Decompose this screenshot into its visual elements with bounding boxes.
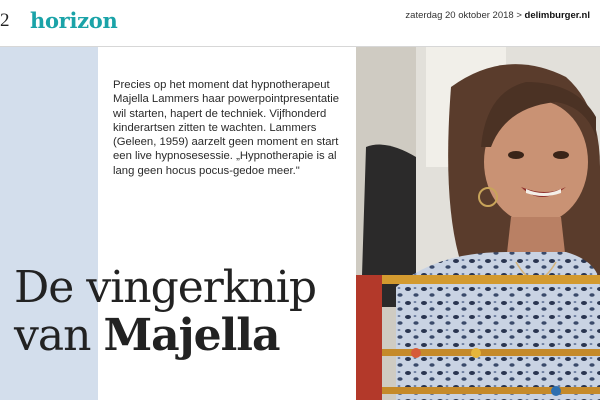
intro-paragraph: Precies op het moment dat hypnotherapeut Majella Lammers haar powerpointpresentatie wil starten, hapert de techniek. Vijfhonderd kinderartsen zitten te wachten. Lammers (Geleen, 1959) aarzelt geen moment en start een live hypnosesessie. „Hypnotherapie is al lang geen hocus pocus-gedoe meer." bbox=[113, 79, 340, 177]
frame-rod-bottom bbox=[356, 387, 600, 394]
article-intro bbox=[113, 78, 349, 178]
right-eye bbox=[553, 151, 569, 159]
bead bbox=[471, 348, 481, 358]
site-arrow: > bbox=[516, 10, 522, 21]
headline-line-2 bbox=[14, 312, 354, 360]
bead bbox=[411, 348, 421, 358]
headline-name: Majella bbox=[103, 310, 280, 361]
photo-illustration bbox=[356, 47, 600, 400]
section-title[interactable]: horizon bbox=[30, 8, 118, 33]
date-text: zaterdag 20 oktober 2018 bbox=[405, 10, 514, 21]
left-eye bbox=[508, 151, 524, 159]
site-link[interactable]: delimburger.nl bbox=[524, 10, 590, 21]
dateline bbox=[405, 10, 590, 21]
bead bbox=[551, 386, 561, 396]
headline-word-van: van bbox=[14, 310, 91, 361]
frame-rod-top bbox=[356, 275, 600, 284]
portrait-photo bbox=[356, 47, 600, 400]
page-number: 2 bbox=[0, 10, 10, 31]
page-header bbox=[0, 0, 600, 47]
frame-post bbox=[356, 275, 382, 400]
article-headline bbox=[14, 264, 354, 360]
leopard-blouse bbox=[396, 252, 600, 400]
headline-line-1: De vingerknip bbox=[14, 262, 317, 313]
